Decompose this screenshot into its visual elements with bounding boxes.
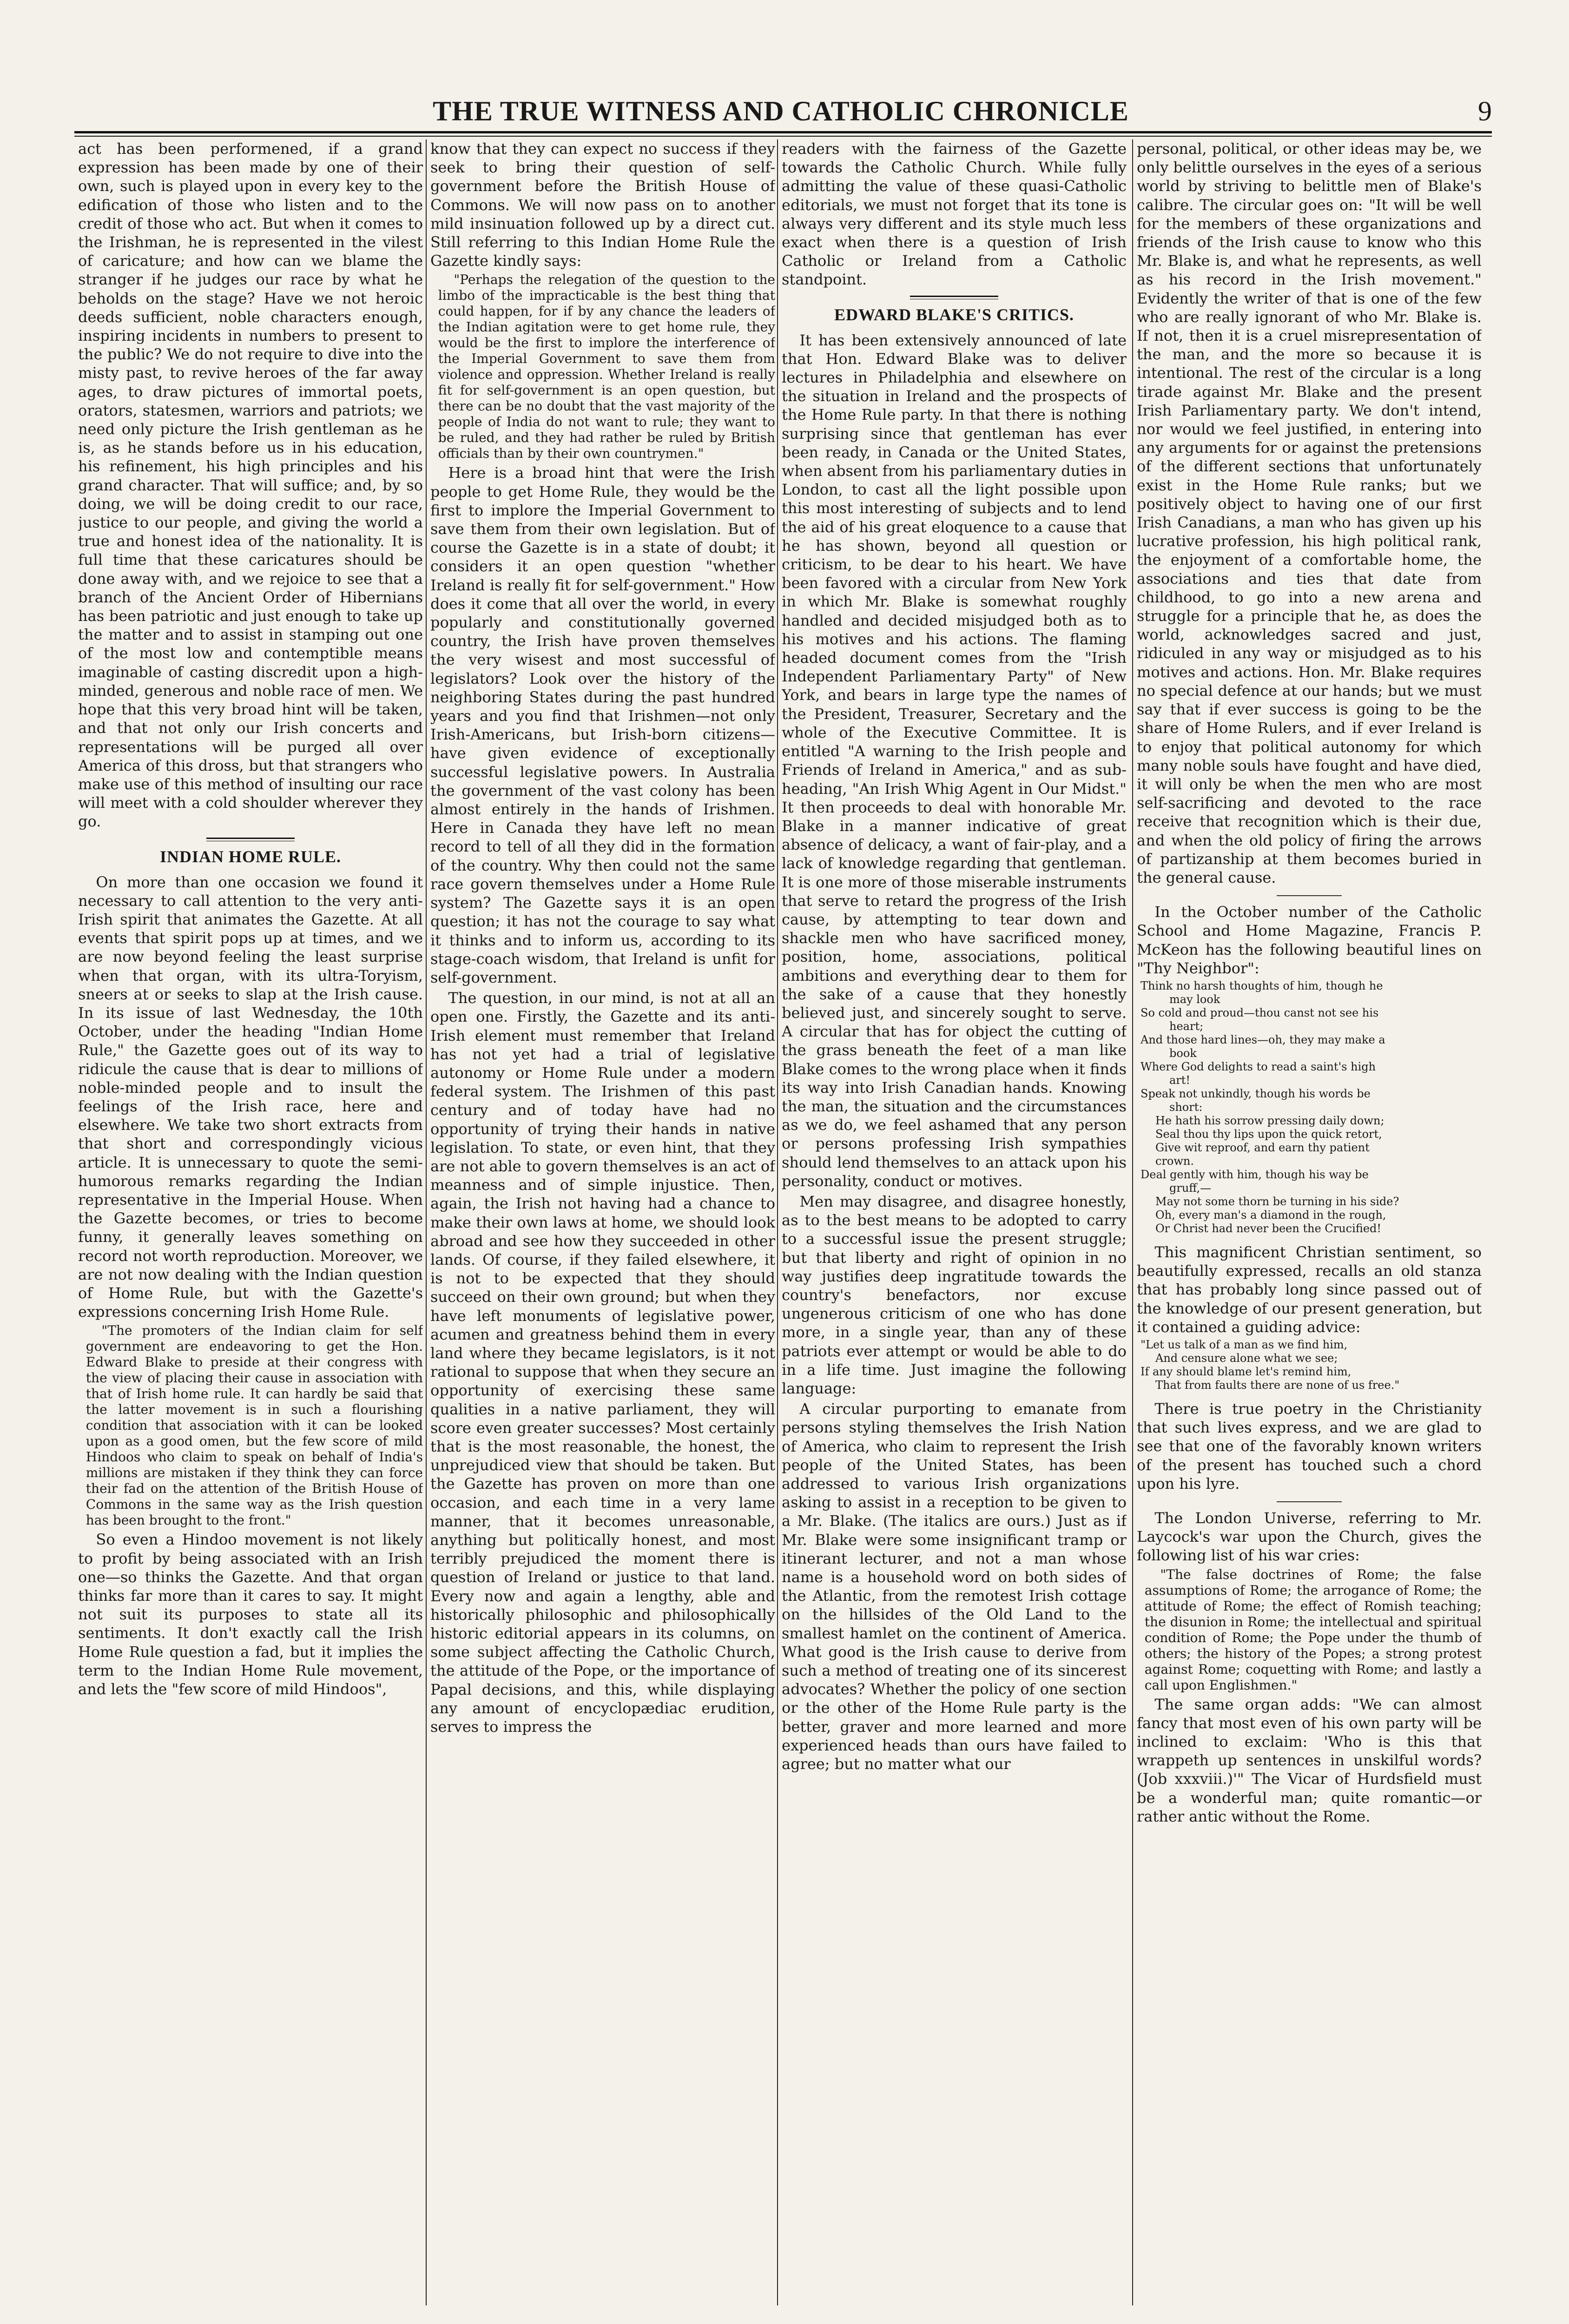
article-paragraph: This magnificent Christian sentiment, so beautifully expressed, recalls an old stanza that has probably long since passed out of the knowledge of our present generation, but it contained a guiding advice: bbox=[1137, 1243, 1482, 1336]
article-paragraph: act has been performened, if a grand expression has been made by one of their own, such is played upon in every key to the edification of those who listen and to the credit of those who act. But when it comes to the Irishman, he is represented in the vilest of caricature; and how can we blame the stranger if he judges our race by what he beholds on the stage? Have we not heroic deeds sufficient, noble characters enough, inspiring incidents in numbers to present to the public? We do not require to dive into the misty past, to revive heroes of the far away ages, to draw pictures of immortal poets, orators, statesmen, warriors and patriots; we need only picture the Irish gentleman as he is, as he stands before us in his education, his refinement, his high principles and his grand character. That will suffice; and, by so doing, we will be doing credit to our race, justice to our people, and giving the world a true and honest idea of the nationality. It is full time that these caricatures should be done away with, and we rejoice to see that a branch of the Ancient Order of Hibernians has been patriotic and just enough to take up the matter and to assist in stamping out one of the most low and contemptible means imaginable of casting discredit upon a high-minded, generous and noble race of men. We hope that this very broad hint will be taken, and that not only our Irish concerts and representations will be purged all over America of this dross, but that strangers who make use of this method of insulting our race will meet with a cold shoulder wherever they go. bbox=[78, 140, 423, 831]
poem-line: Deal gently with him, though his way be bbox=[1140, 1168, 1369, 1181]
poem-line: So cold and proud—thou canst not see his bbox=[1140, 1006, 1379, 1019]
column-rule bbox=[426, 139, 427, 2305]
article-paragraph: readers with the fairness of the Gazette towards the Catholic Church. While fully admitting the value of these quasi-Catholic editorials, we must not forget that its tone is always very different and its style much less exact when there is a question of Irish Catholic or Ireland from a Catholic standpoint. bbox=[782, 140, 1127, 289]
section-separator bbox=[1277, 895, 1342, 896]
masthead-rule bbox=[74, 131, 1492, 133]
column-1 bbox=[78, 139, 423, 2305]
article-paragraph: So even a Hindoo movement is not likely to profit by being associated with an Irish one—so thinks the Gazette. And that organ thinks far more than it cares to say. It might not suit its purposes to state all its sentiments. It don't exactly call the Irish Home Rule question a fad, but it implies the term to the Indian Home Rule movement, and lets the "few score of mild Hindoos", bbox=[78, 1531, 423, 1698]
article-paragraph: The question, in our mind, is not at all an open one. Firstly, the Gazette and its anti-Irish element must remember that Ireland has not yet had a trial of legislative autonomy or Home Rule under a modern federal system. The Irishmen of this past century and of today have had no opportunity of trying their hands in native legislation. To state, or even hint, that they are not able to govern themselves is an act of meanness and of simple injustice. Then, again, the Irish not having had a chance to make their own laws at home, we should look abroad and see how they succeeded in other lands. Of course, if they failed elsewhere, it is not to be expected that they should succeed on their own ground; but when they have left monuments of legislative power, acumen and greatness behind them in every land where they became legislators, is it not rational to suppose that when they secure an opportunity of exercising these same qualities in a native parliament, they will score even greater successes? Most certainly that is the most reasonable, the honest, the unprejudiced view that should be taken. But the Gazette has proven on more than one occasion, and each time in a very lame manner, that it becomes unreasonable, anything but politically honest, and most terribly prejudiced the moment there is question of Ireland or justice to that land. Every now and again a lengthy, able and historically philosophic and philosophically historic editorial appears in its columns, on some subject affecting the Catholic Church, the attitude of the Pope, or the importance of Papal decisions, and this, while displaying any amount of encyclopædiac erudition, serves to impress the bbox=[430, 989, 775, 1736]
poem-line: gruff,— bbox=[1169, 1181, 1212, 1195]
masthead bbox=[70, 95, 1492, 132]
article-paragraph: Men may disagree, and disagree honestly, as to the best means to be adopted to carry to a successful issue the present struggle; but that liberty and right of opinion in no way justifies deep ingratitude towards the country's benefactors, nor excuse ungenerous criticism of one who has done more, in a single year, than any of these patriots ever attempt or would be able to do in a life time. Just imagine the following language: bbox=[782, 1192, 1127, 1397]
poem-line: heart; bbox=[1169, 1019, 1204, 1033]
article-paragraph: On more than one occasion we found it necessary to call attention to the very anti-Irish spirit that animates the Gazette. At all events that spirit pops up at times, and we are now beyond feeling the least surprise when that organ, with its ultra-Toryism, sneers at or seeks to slap at the Irish cause. In its issue of last Wednesday, the 10th October, under the heading "Indian Home Rule," the Gazette goes out of its way to ridicule the cause that is dear to millions of noble-minded people and to insult the feelings of the Irish race, here and elsewhere. We take two short extracts from that short and correspondingly vicious article. It is unnecessary to quote the semi-humorous remarks regarding the Indian representative in the Imperial House. When the Gazette becomes, or tries to become funny, it generally leaves something on record not worth reproduction. Moreover, we are not now dealing with the Indian question of Home Rule, but with the Gazette's expressions concerning Irish Home Rule. bbox=[78, 873, 423, 1321]
masthead-title: THE TRUE WITNESS AND CATHOLIC CHRONICLE bbox=[433, 96, 1129, 126]
heading-edward-blakes-critics: EDWARD BLAKE'S CRITICS. bbox=[834, 305, 1075, 324]
article-paragraph: A circular purporting to emanate from persons styling themselves the Irish Nation of America, who claim to represent the Irish people of the United States, has been addressed to various Irish organizations asking to assist in a reception to be given to a Mr. Blake. (The italics are ours.) Just as if Mr. Blake were some insignificant tramp or itinerant lecturer, and not a man whose name is a household word on both sides of the Atlantic, from the remotest Irish cottage on the hillsides of the Old Land to the smallest hamlet on the continent of America. What good is the Irish cause to derive from such a method of treating one of its sincerest advocates? Whether the policy of one section or the other of the Home Rule party is the better, graver and more learned and more experienced heads than ours have failed to agree; but no matter what our bbox=[782, 1400, 1127, 1773]
section-separator bbox=[910, 296, 998, 299]
article-paragraph: The London Universe, referring to Mr. Laycock's war upon the Church, gives the following list of his war cries: bbox=[1137, 1509, 1482, 1565]
page-number: 9 bbox=[1478, 96, 1492, 126]
poem-line: Give wit reproof, and earn thy patient bbox=[1155, 1141, 1370, 1154]
section-separator bbox=[1277, 1501, 1342, 1502]
poem-line: Speak not unkindly, though his words be bbox=[1140, 1087, 1371, 1100]
poem-line: May not some thorn be turning in his side? bbox=[1155, 1195, 1399, 1208]
poem-line: Oh, every man's a diamond in the rough, bbox=[1155, 1208, 1386, 1221]
poem-line: And censure alone what we see; bbox=[1155, 1351, 1338, 1365]
poem-line: Or Christ had never been the Crucified! bbox=[1155, 1221, 1382, 1235]
article-paragraph: The same organ adds: "We can almost fancy that most even of his own party will be inclined to exclaim: 'Who is this that wrappeth up sentences in unskilful words? (Job xxxviii.)'" The Vicar of Hurdsfield must be a wonderful man; quite romantic—or rather antic without the Rome. bbox=[1137, 1695, 1482, 1825]
heading-indian-home-rule: INDIAN HOME RULE. bbox=[159, 847, 342, 866]
column-rule bbox=[777, 139, 778, 2305]
poem-line: book bbox=[1169, 1046, 1197, 1060]
poem-line: "Let us talk of a man as we find him, bbox=[1140, 1338, 1348, 1351]
masthead-rule-thin bbox=[74, 136, 1492, 137]
column-4 bbox=[1137, 139, 1482, 2305]
article-paragraph: personal, political, or other ideas may be, we only belittle ourselves in the eyes of a serious world by striving to belittle men of Blake's calibre. The circular goes on: "It will be well for the members of these organizations and friends of the Irish cause to know who this Mr. Blake is, and what he represents, as well as his record in the Irish movement." Evidently the writer of that is one of the few who are really ignorant of who Mr. Blake is. If not, then it is a cruel misrepresentation of the man, and the more so because it is intentional. The rest of the circular is a long tirade against Mr. Blake and the present Irish Parliamentary party. We don't intend, nor would we feel justified, in entering into any arguments for or against the pretensions of the different sections that unfortunately exist in the Home Rule ranks; but we positively object to having one of our first Irish Canadians, a man who has given up his lucrative profession, his high political rank, the enjoyment of a comfortable home, the associations and ties that date from childhood, to go into a new arena and struggle for a principle that he, as does the world, acknowledges sacred and just, ridiculed in any way or misjudged as to his motives and actions. Hon. Mr. Blake requires no special defence at our hands; but we must say that if ever success is going to be the share of Home Rulers, and if ever Ireland is to enjoy that political autonomy for which many noble souls have fought and have died, it will only be when the men who are most self-sacrificing and devoted to the race receive that recognition which is their due, and when the old policy of firing the arrows of partizanship at them becomes buried in the general cause. bbox=[1137, 140, 1482, 886]
poem-line: art! bbox=[1169, 1073, 1191, 1087]
poem-line: That from faults there are none of us free." bbox=[1155, 1378, 1400, 1392]
poem-stanza bbox=[1137, 1338, 1482, 1392]
quoted-extract: "Perhaps the relegation of the question to the limbo of the impracticable is the best thing that could happen, for if by any chance the leaders of the Indian agitation were to get home rule, they would be the first to implore the interference of the Imperial Government to save them from violence and oppression. Whether Ireland is really fit for self-government is an open question, but there can be no doubt that the vast majority of the people of India do not want to rule; they want to be ruled, and they had rather be ruled by British officials than by their own countrymen." bbox=[438, 272, 775, 462]
poem-line: And those hard lines—oh, they may make a bbox=[1140, 1033, 1385, 1046]
poem-line: He hath his sorrow pressing daily down; bbox=[1155, 1114, 1384, 1127]
quoted-extract: "The promoters of the Indian claim for self government are endeavoring to get the Hon. Edward Blake to preside at their congress with the view of placing their cause in association with that of Irish home rule. It can hardly be said that the latter movement is in such a flourishing condition that association with it can be looked upon as a good omen, but the few score of mild Hindoos who claim to speak on behalf of India's millions are mistaken if they think they can force their fad on the attention of the British House of Commons in the same way as the Irish question has been brought to the front." bbox=[86, 1323, 423, 1528]
poem-line: If any should blame let's remind him, bbox=[1140, 1365, 1351, 1378]
article-paragraph: know that they can expect no success if they seek to bring their question of self-government before the British House of Commons. We will now pass on to another mild insinuation followed up by a direct cut. Still referring to this Indian Home Rule the Gazette kindly says: bbox=[430, 140, 775, 270]
poem-line: crown. bbox=[1155, 1154, 1194, 1168]
column-3 bbox=[782, 139, 1127, 2305]
article-paragraph: There is true poetry in the Christianity that such lives express, and we are glad to see that one of the favorably known writers of the present has touched such a chord upon his lyre. bbox=[1137, 1400, 1482, 1492]
poem-line: Seal thou thy lips upon the quick retort, bbox=[1155, 1127, 1382, 1141]
quoted-extract: "The false doctrines of Rome; the false assumptions of Rome; the arrogance of Rome; the attitude of Rome; the effect of Romish teaching; the disunion in Rome; the intellectual and spiritual condition of Rome; the Pope under the thumb of others; the history of the Popes; a strong protest against Rome; coquetting with Rome; and lastly a call upon Englishmen." bbox=[1144, 1566, 1482, 1693]
column-rule bbox=[1132, 139, 1133, 2305]
poem-line: may look bbox=[1169, 992, 1220, 1006]
poem-line: short: bbox=[1169, 1100, 1203, 1114]
poem-line: Think no harsh thoughts of him, though he bbox=[1140, 979, 1383, 992]
article-paragraph: It has been extensively announced of late that Hon. Edward Blake was to deliver lectures in Philadelphia and elsewhere on the situation in Ireland and the prospects of the Home Rule party. In that there is nothing surprising since that gentleman has ever been ready, in Canada or the United States, when absent from his parliamentary duties in London, to cast all the light possible upon this most interesting of subjects and to lend the aid of his great eloquence to a cause that he has shown, beyond all question or criticism, to be dear to his heart. We have been favored with a circular from New York in which Mr. Blake is somewhat roughly handled and decided misjudged both as to his motives and his actions. The flaming headed document comes from the "Irish Independent Parliamentary Party" of New York, and bears in large type the names of the President, Treasurer, Secretary and the whole of the Executive Committee. It is entitled "A warning to the Irish people and Friends of Ireland in America," and as sub-heading, "An Irish Whig Agent in Our Midst." It then proceeds to deal with honorable Mr. Blake in a manner indicative of great absence of delicacy, a want of fair-play, and a lack of knowledge regarding that gentleman. It is one more of those miserable instruments that serve to retard the progress of the Irish cause, by attempting to tear down and shackle men who have sacrificed money, position, home, associations, political ambitions and everything dear to them for the sake of a cause that they honestly believed just, and sincerely sought to serve. A circular that has for object the cutting of the grass beneath the feet of a man like Blake comes to the wrong place when it finds its way into Irish Canadian hands. Knowing the man, the situation and the circumstances as we do, we feel ashamed that any person or persons professing Irish sympathies should lend themselves to an attack upon his personality, conduct or motives. bbox=[782, 331, 1127, 1190]
poem-thy-neighbor bbox=[1137, 979, 1482, 1235]
poem-line: Where God delights to read a saint's high bbox=[1140, 1060, 1376, 1073]
section-separator bbox=[206, 838, 295, 841]
column-2 bbox=[430, 139, 775, 2305]
article-paragraph: In the October number of the Catholic School and Home Magazine, Francis P. McKeon has the following beautiful lines on "Thy Neighbor": bbox=[1137, 903, 1482, 977]
article-paragraph: Here is a broad hint that were the Irish people to get Home Rule, they would be the first to implore the Imperial Government to save them from their own legislation. But of course the Gazette is in a state of doubt; it considers it an open question "whether Ireland is really fit for self-government." How does it come that all over the world, in every popularly and constitutionally governed country, the Irish have proven themselves the very wisest and most successful of legislators? Look over the history of the neighboring States during the past hundred years and you find that Irishmen—not only Irish-Americans, but Irish-born citizens—have given evidence of exceptionally successful legislative powers. In Australia the government of the vast colony has been almost entirely in the hands of Irishmen. Here in Canada they have left no mean record to tell of all they did in the formation of the country. Why then could not the same race govern themselves under a Home Rule system? The Gazette says it is an open question; it has not the courage to say what it thinks and to inform us, according to its stage-coach wisdom, that Ireland is unfit for self-government. bbox=[430, 464, 775, 986]
